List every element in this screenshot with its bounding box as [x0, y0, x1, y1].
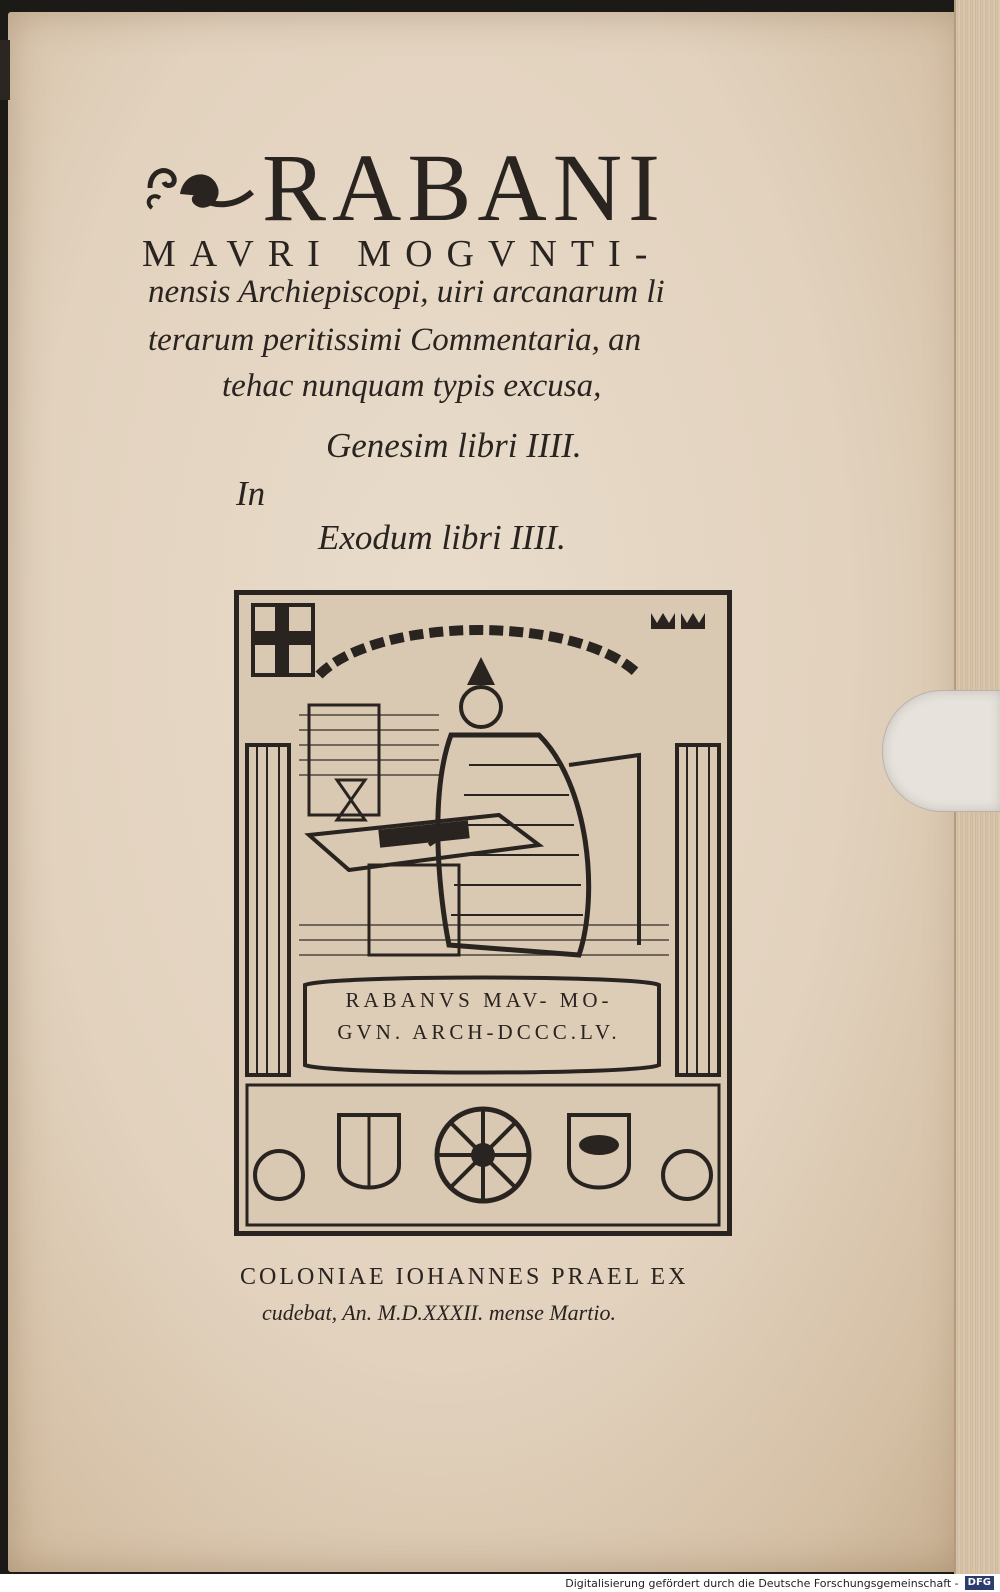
- page-clip: [882, 690, 1000, 812]
- imprint-line-1: COLONIAE IOHANNES PRAEL EX: [240, 1264, 689, 1290]
- fleuron-ornament: [140, 148, 258, 228]
- dfg-logo[interactable]: DFG: [965, 1576, 994, 1590]
- book-title: RABANI: [262, 134, 667, 241]
- contents-exodus: Exodum libri IIII.: [318, 518, 566, 557]
- footer-bar: [0, 1574, 1000, 1592]
- woodcut-drawing: [239, 595, 727, 1231]
- binding-mark: [0, 40, 10, 100]
- subtitle-line-4: tehac nunquam typis excusa,: [222, 368, 602, 404]
- title-row: [140, 134, 780, 241]
- contents-genesis: Genesim libri IIII.: [326, 426, 582, 465]
- woodcut-illustration: [234, 590, 732, 1236]
- contents-in-label: In: [236, 474, 266, 513]
- footer-credit: Digitalisierung gefördert durch die Deutsche Forschungsgemeinschaft -: [565, 1576, 959, 1590]
- subtitle-line-2: nensis Archiepiscopi, uiri arcanarum li: [148, 274, 665, 310]
- woodcut-cartouche: [306, 984, 652, 1054]
- cartouche-line-1: RABANVS MAV- MO-: [345, 988, 613, 1012]
- subtitle-line-3: terarum peritissimi Commentaria, an: [148, 322, 642, 358]
- imprint-line-2: cudebat, An. M.D.XXXII. mense Martio.: [262, 1300, 616, 1325]
- subtitle-line-1: MAVRI MOGVNTI-: [142, 233, 662, 275]
- cartouche-line-2: GVN. ARCH-DCCC.LV.: [337, 1020, 621, 1044]
